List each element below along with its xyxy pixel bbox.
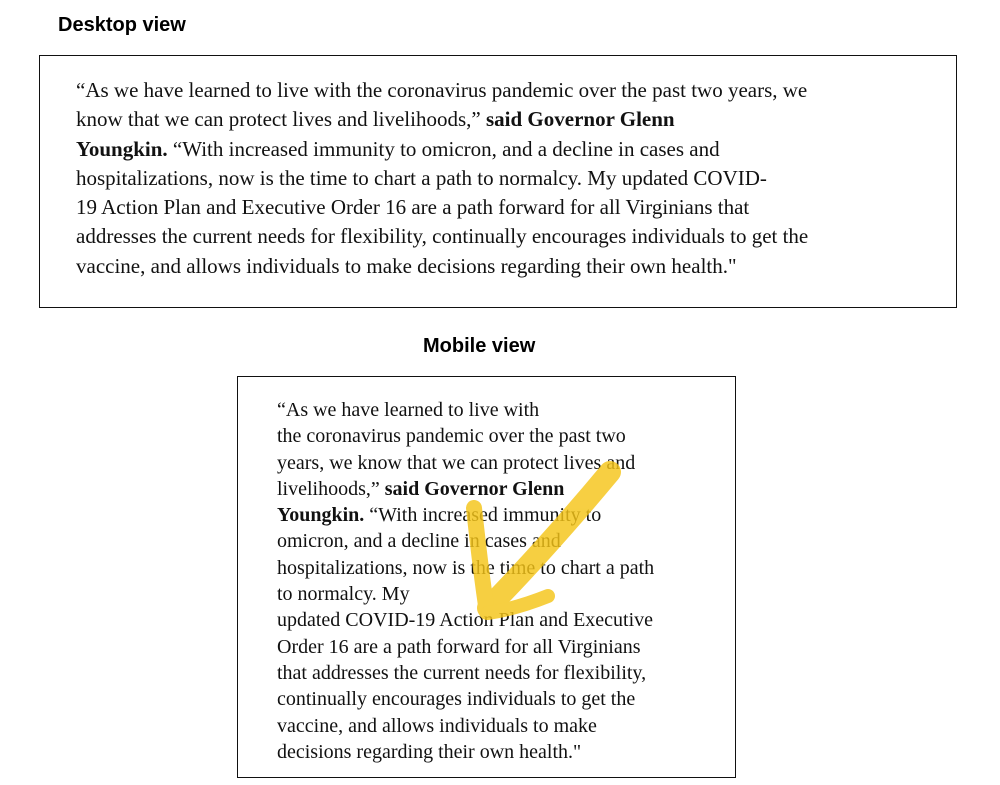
desktop-quote-line: “As we have learned to live with the coronavirus pandemic over the past two years, we — [76, 78, 808, 102]
speaker-name: Youngkin. — [277, 504, 365, 527]
mobile-quote-text — [277, 397, 654, 765]
speaker-attribution: said Governor Glenn — [485, 107, 675, 132]
speaker-name: Youngkin. — [76, 136, 168, 161]
desktop-quote-line: Youngkin. “With increased immunity to omicron, and a decline in cases and — [76, 136, 720, 161]
desktop-quote-line: vaccine, and allows individuals to make decisions regarding their own health." — [76, 253, 737, 278]
desktop-quote-line: addresses the current needs for flexibility, continually encourages individuals to get the — [76, 224, 809, 249]
desktop-view-heading: Desktop view — [58, 14, 186, 36]
mobile-quote-line: vaccine, and allows individuals to make — [277, 714, 597, 737]
mobile-quote-line: years, we know that we can protect lives and — [277, 451, 636, 474]
mobile-quote-line: to normalcy. My — [277, 583, 410, 606]
mobile-view-heading: Mobile view — [423, 335, 536, 357]
mobile-quote-line: that addresses the current needs for flexibility, — [277, 661, 647, 684]
speaker-attribution: said Governor Glenn — [384, 477, 565, 500]
mobile-quote-line: omicron, and a decline in cases and — [277, 530, 561, 553]
mobile-quote-line: livelihoods,” said Governor Glenn — [277, 477, 565, 500]
desktop-quote-line: know that we can protect lives and livelihoods,” said Governor Glenn — [76, 107, 675, 132]
desktop-quote-text — [76, 76, 808, 281]
mobile-quote-line: updated COVID-19 Action Plan and Executive — [277, 609, 654, 632]
mobile-quote-line: hospitalizations, now is the time to chart a path — [277, 556, 655, 579]
mobile-quote-line: decisions regarding their own health." — [277, 740, 582, 763]
desktop-quote-line: 19 Action Plan and Executive Order 16 are a path forward for all Virginians that — [76, 195, 750, 220]
desktop-quote-line: hospitalizations, now is the time to chart a path to normalcy. My updated COVID- — [76, 165, 767, 190]
mobile-quote-line: the coronavirus pandemic over the past two — [277, 425, 626, 448]
mobile-quote-line: Order 16 are a path forward for all Virginians — [277, 635, 641, 658]
mobile-quote-line: Youngkin. “With increased immunity to — [277, 504, 602, 527]
mobile-view-frame — [237, 376, 736, 778]
mobile-quote-line: continually encourages individuals to get the — [277, 688, 636, 711]
desktop-view-frame — [39, 55, 957, 308]
mobile-quote-line: “As we have learned to live with — [277, 399, 540, 421]
